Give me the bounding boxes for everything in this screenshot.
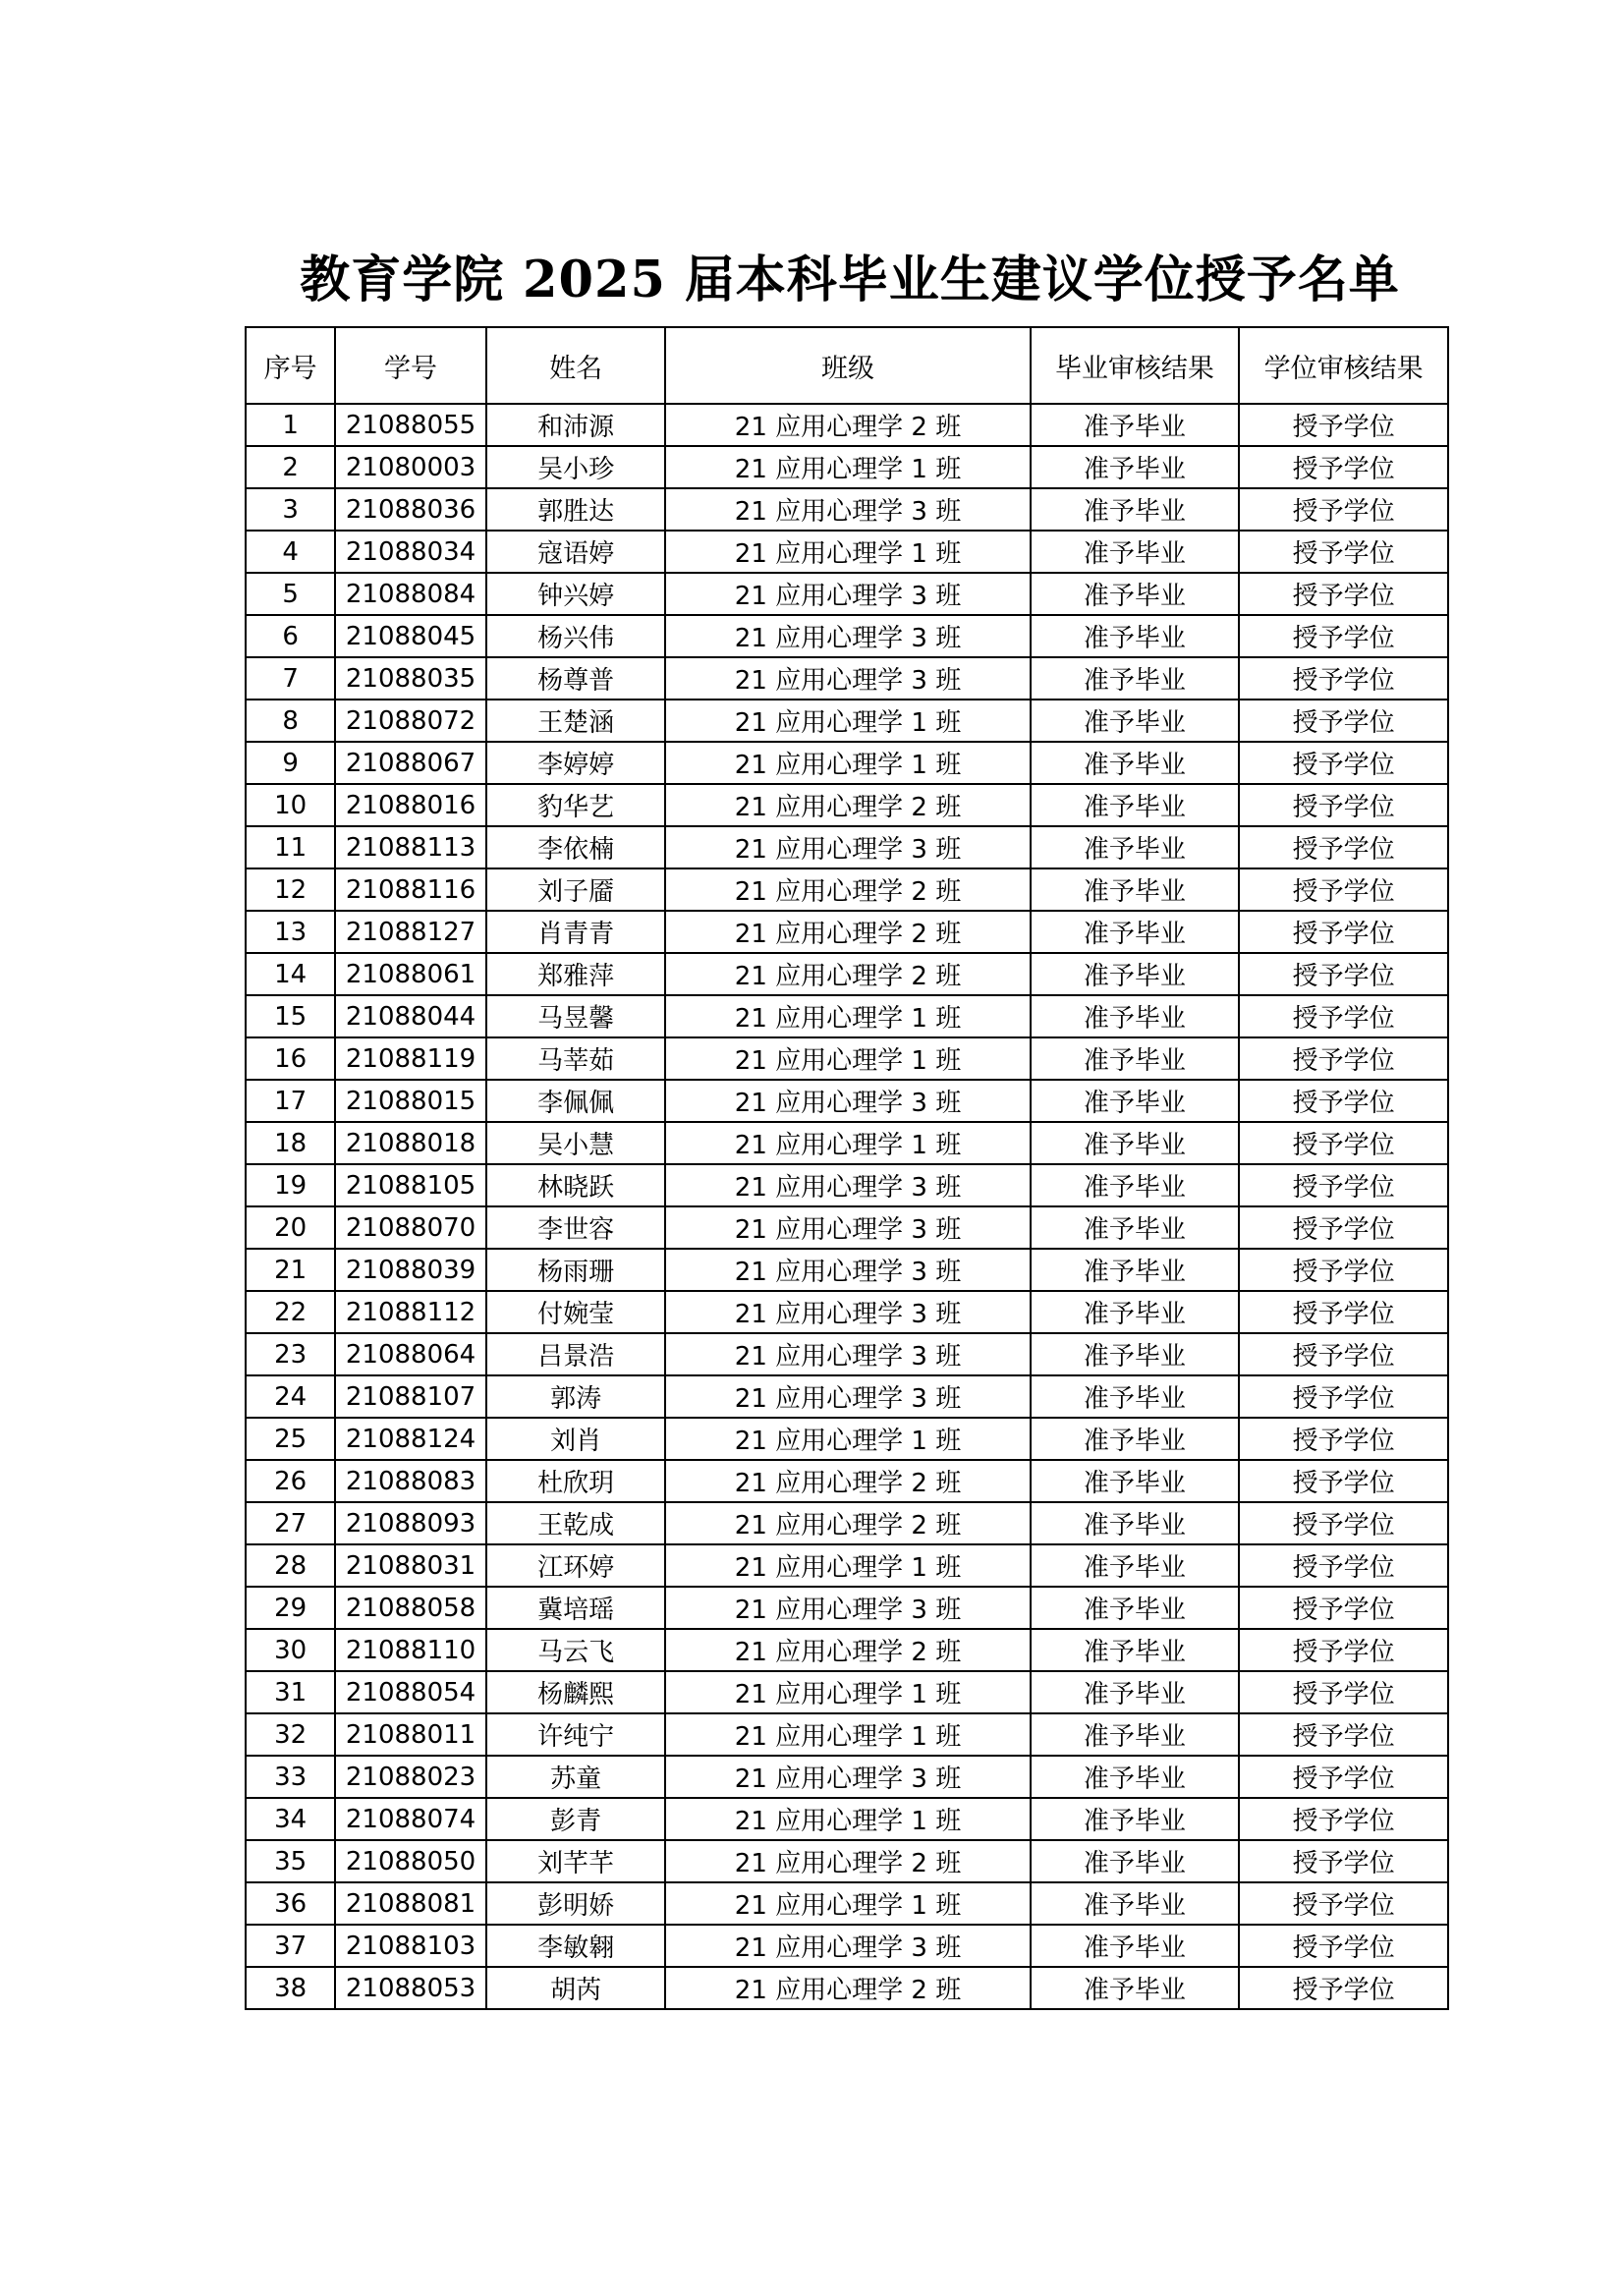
cell-seq: 19 bbox=[246, 1164, 335, 1206]
cell-graduation-result: 准予毕业 bbox=[1031, 1798, 1240, 1840]
cell-class: 21 应用心理学 1 班 bbox=[665, 1418, 1030, 1460]
cell-student-id: 21088067 bbox=[335, 742, 486, 784]
cell-name: 李敏翱 bbox=[486, 1925, 666, 1967]
table-row bbox=[246, 1756, 1448, 1798]
cell-student-id: 21088105 bbox=[335, 1164, 486, 1206]
cell-student-id: 21088084 bbox=[335, 573, 486, 615]
cell-student-id: 21088103 bbox=[335, 1925, 486, 1967]
cell-seq: 5 bbox=[246, 573, 335, 615]
cell-graduation-result: 准予毕业 bbox=[1031, 1249, 1240, 1291]
table-row bbox=[246, 1164, 1448, 1206]
table-row bbox=[246, 1925, 1448, 1967]
cell-degree-result: 授予学位 bbox=[1239, 446, 1448, 488]
cell-class: 21 应用心理学 3 班 bbox=[665, 1249, 1030, 1291]
cell-class: 21 应用心理学 3 班 bbox=[665, 488, 1030, 531]
cell-name: 杨尊普 bbox=[486, 657, 666, 700]
cell-class: 21 应用心理学 1 班 bbox=[665, 1798, 1030, 1840]
cell-name: 刘肖 bbox=[486, 1418, 666, 1460]
cell-name: 钟兴婷 bbox=[486, 573, 666, 615]
cell-student-id: 21088124 bbox=[335, 1418, 486, 1460]
cell-graduation-result: 准予毕业 bbox=[1031, 700, 1240, 742]
cell-degree-result: 授予学位 bbox=[1239, 1080, 1448, 1122]
cell-class: 21 应用心理学 3 班 bbox=[665, 1291, 1030, 1333]
table-row bbox=[246, 953, 1448, 995]
cell-seq: 2 bbox=[246, 446, 335, 488]
table-row bbox=[246, 1502, 1448, 1544]
table-row bbox=[246, 784, 1448, 826]
cell-graduation-result: 准予毕业 bbox=[1031, 1122, 1240, 1164]
cell-class: 21 应用心理学 1 班 bbox=[665, 995, 1030, 1037]
cell-degree-result: 授予学位 bbox=[1239, 1544, 1448, 1587]
cell-graduation-result: 准予毕业 bbox=[1031, 868, 1240, 911]
cell-seq: 20 bbox=[246, 1206, 335, 1249]
cell-seq: 8 bbox=[246, 700, 335, 742]
cell-degree-result: 授予学位 bbox=[1239, 953, 1448, 995]
cell-degree-result: 授予学位 bbox=[1239, 404, 1448, 446]
cell-degree-result: 授予学位 bbox=[1239, 573, 1448, 615]
cell-degree-result: 授予学位 bbox=[1239, 531, 1448, 573]
cell-student-id: 21088031 bbox=[335, 1544, 486, 1587]
cell-seq: 12 bbox=[246, 868, 335, 911]
header-graduation-result: 毕业审核结果 bbox=[1031, 327, 1240, 404]
cell-seq: 6 bbox=[246, 615, 335, 657]
cell-seq: 16 bbox=[246, 1037, 335, 1080]
cell-name: 许纯宁 bbox=[486, 1713, 666, 1756]
cell-seq: 36 bbox=[246, 1882, 335, 1925]
cell-student-id: 21088119 bbox=[335, 1037, 486, 1080]
table-header-row bbox=[246, 327, 1448, 404]
cell-student-id: 21088058 bbox=[335, 1587, 486, 1629]
cell-seq: 11 bbox=[246, 826, 335, 868]
cell-graduation-result: 准予毕业 bbox=[1031, 911, 1240, 953]
table-row bbox=[246, 1375, 1448, 1418]
cell-name: 吴小慧 bbox=[486, 1122, 666, 1164]
cell-class: 21 应用心理学 2 班 bbox=[665, 953, 1030, 995]
cell-seq: 30 bbox=[246, 1629, 335, 1671]
cell-seq: 18 bbox=[246, 1122, 335, 1164]
cell-seq: 10 bbox=[246, 784, 335, 826]
table-row bbox=[246, 573, 1448, 615]
cell-name: 江环婷 bbox=[486, 1544, 666, 1587]
table-row bbox=[246, 1967, 1448, 2009]
cell-student-id: 21088112 bbox=[335, 1291, 486, 1333]
table-row bbox=[246, 657, 1448, 700]
cell-graduation-result: 准予毕业 bbox=[1031, 1291, 1240, 1333]
cell-class: 21 应用心理学 3 班 bbox=[665, 1756, 1030, 1798]
cell-name: 李依楠 bbox=[486, 826, 666, 868]
cell-student-id: 21088015 bbox=[335, 1080, 486, 1122]
cell-class: 21 应用心理学 1 班 bbox=[665, 700, 1030, 742]
cell-name: 李婷婷 bbox=[486, 742, 666, 784]
table-row bbox=[246, 911, 1448, 953]
cell-name: 胡芮 bbox=[486, 1967, 666, 2009]
cell-degree-result: 授予学位 bbox=[1239, 700, 1448, 742]
cell-degree-result: 授予学位 bbox=[1239, 488, 1448, 531]
cell-class: 21 应用心理学 2 班 bbox=[665, 1967, 1030, 2009]
cell-name: 李世容 bbox=[486, 1206, 666, 1249]
cell-name: 寇语婷 bbox=[486, 531, 666, 573]
cell-student-id: 21088074 bbox=[335, 1798, 486, 1840]
cell-class: 21 应用心理学 3 班 bbox=[665, 1206, 1030, 1249]
cell-graduation-result: 准予毕业 bbox=[1031, 1333, 1240, 1375]
cell-student-id: 21088044 bbox=[335, 995, 486, 1037]
cell-degree-result: 授予学位 bbox=[1239, 1375, 1448, 1418]
cell-student-id: 21088053 bbox=[335, 1967, 486, 2009]
cell-degree-result: 授予学位 bbox=[1239, 1967, 1448, 2009]
cell-degree-result: 授予学位 bbox=[1239, 1713, 1448, 1756]
cell-name: 马昱馨 bbox=[486, 995, 666, 1037]
cell-class: 21 应用心理学 3 班 bbox=[665, 1333, 1030, 1375]
header-class: 班级 bbox=[665, 327, 1030, 404]
cell-class: 21 应用心理学 1 班 bbox=[665, 1544, 1030, 1587]
cell-degree-result: 授予学位 bbox=[1239, 995, 1448, 1037]
cell-class: 21 应用心理学 3 班 bbox=[665, 1587, 1030, 1629]
cell-graduation-result: 准予毕业 bbox=[1031, 1544, 1240, 1587]
table-row bbox=[246, 1291, 1448, 1333]
cell-name: 马莘茹 bbox=[486, 1037, 666, 1080]
cell-name: 林晓跃 bbox=[486, 1164, 666, 1206]
cell-name: 郑雅萍 bbox=[486, 953, 666, 995]
page-title: 教育学院 2025 届本科毕业生建议学位授予名单 bbox=[300, 251, 1400, 309]
cell-graduation-result: 准予毕业 bbox=[1031, 1756, 1240, 1798]
cell-degree-result: 授予学位 bbox=[1239, 1756, 1448, 1798]
table-row bbox=[246, 995, 1448, 1037]
cell-name: 郭胜达 bbox=[486, 488, 666, 531]
cell-seq: 1 bbox=[246, 404, 335, 446]
cell-graduation-result: 准予毕业 bbox=[1031, 826, 1240, 868]
header-student-id: 学号 bbox=[335, 327, 486, 404]
table-row bbox=[246, 446, 1448, 488]
table-row bbox=[246, 1080, 1448, 1122]
table-row bbox=[246, 615, 1448, 657]
cell-degree-result: 授予学位 bbox=[1239, 826, 1448, 868]
cell-name: 肖青青 bbox=[486, 911, 666, 953]
cell-student-id: 21088081 bbox=[335, 1882, 486, 1925]
cell-seq: 38 bbox=[246, 1967, 335, 2009]
cell-class: 21 应用心理学 3 班 bbox=[665, 1164, 1030, 1206]
table-row bbox=[246, 868, 1448, 911]
header-seq: 序号 bbox=[246, 327, 335, 404]
cell-degree-result: 授予学位 bbox=[1239, 1164, 1448, 1206]
cell-class: 21 应用心理学 2 班 bbox=[665, 784, 1030, 826]
cell-name: 杨雨珊 bbox=[486, 1249, 666, 1291]
cell-class: 21 应用心理学 2 班 bbox=[665, 868, 1030, 911]
cell-student-id: 21088034 bbox=[335, 531, 486, 573]
cell-seq: 4 bbox=[246, 531, 335, 573]
cell-degree-result: 授予学位 bbox=[1239, 1333, 1448, 1375]
cell-class: 21 应用心理学 3 班 bbox=[665, 657, 1030, 700]
cell-student-id: 21088061 bbox=[335, 953, 486, 995]
cell-name: 李佩佩 bbox=[486, 1080, 666, 1122]
degree-roster-table bbox=[245, 326, 1449, 2010]
cell-graduation-result: 准予毕业 bbox=[1031, 1460, 1240, 1502]
header-degree-result: 学位审核结果 bbox=[1239, 327, 1448, 404]
cell-student-id: 21088039 bbox=[335, 1249, 486, 1291]
cell-class: 21 应用心理学 3 班 bbox=[665, 1080, 1030, 1122]
cell-name: 杜欣玥 bbox=[486, 1460, 666, 1502]
cell-name: 杨兴伟 bbox=[486, 615, 666, 657]
cell-degree-result: 授予学位 bbox=[1239, 784, 1448, 826]
cell-class: 21 应用心理学 3 班 bbox=[665, 573, 1030, 615]
cell-name: 冀培瑶 bbox=[486, 1587, 666, 1629]
cell-graduation-result: 准予毕业 bbox=[1031, 1080, 1240, 1122]
cell-class: 21 应用心理学 1 班 bbox=[665, 1713, 1030, 1756]
cell-student-id: 21088054 bbox=[335, 1671, 486, 1713]
cell-student-id: 21088072 bbox=[335, 700, 486, 742]
cell-degree-result: 授予学位 bbox=[1239, 657, 1448, 700]
cell-degree-result: 授予学位 bbox=[1239, 1671, 1448, 1713]
cell-seq: 13 bbox=[246, 911, 335, 953]
cell-degree-result: 授予学位 bbox=[1239, 615, 1448, 657]
cell-name: 付婉莹 bbox=[486, 1291, 666, 1333]
cell-seq: 26 bbox=[246, 1460, 335, 1502]
cell-seq: 15 bbox=[246, 995, 335, 1037]
cell-student-id: 21088070 bbox=[335, 1206, 486, 1249]
cell-class: 21 应用心理学 2 班 bbox=[665, 1502, 1030, 1544]
cell-class: 21 应用心理学 2 班 bbox=[665, 1629, 1030, 1671]
cell-seq: 23 bbox=[246, 1333, 335, 1375]
cell-student-id: 21088127 bbox=[335, 911, 486, 953]
cell-graduation-result: 准予毕业 bbox=[1031, 404, 1240, 446]
cell-student-id: 21088116 bbox=[335, 868, 486, 911]
cell-class: 21 应用心理学 1 班 bbox=[665, 1037, 1030, 1080]
table-row bbox=[246, 1882, 1448, 1925]
cell-name: 王乾成 bbox=[486, 1502, 666, 1544]
table-row bbox=[246, 404, 1448, 446]
cell-graduation-result: 准予毕业 bbox=[1031, 1206, 1240, 1249]
table-row bbox=[246, 1544, 1448, 1587]
cell-class: 21 应用心理学 2 班 bbox=[665, 1460, 1030, 1502]
cell-degree-result: 授予学位 bbox=[1239, 868, 1448, 911]
cell-seq: 28 bbox=[246, 1544, 335, 1587]
cell-name: 王楚涵 bbox=[486, 700, 666, 742]
cell-name: 吕景浩 bbox=[486, 1333, 666, 1375]
cell-degree-result: 授予学位 bbox=[1239, 1798, 1448, 1840]
cell-student-id: 21088018 bbox=[335, 1122, 486, 1164]
cell-seq: 17 bbox=[246, 1080, 335, 1122]
cell-degree-result: 授予学位 bbox=[1239, 911, 1448, 953]
cell-class: 21 应用心理学 3 班 bbox=[665, 615, 1030, 657]
cell-seq: 35 bbox=[246, 1840, 335, 1882]
cell-degree-result: 授予学位 bbox=[1239, 1502, 1448, 1544]
cell-class: 21 应用心理学 1 班 bbox=[665, 531, 1030, 573]
cell-student-id: 21088045 bbox=[335, 615, 486, 657]
cell-degree-result: 授予学位 bbox=[1239, 1840, 1448, 1882]
cell-class: 21 应用心理学 2 班 bbox=[665, 911, 1030, 953]
cell-class: 21 应用心理学 1 班 bbox=[665, 1671, 1030, 1713]
table-body bbox=[246, 404, 1448, 2009]
cell-class: 21 应用心理学 3 班 bbox=[665, 1925, 1030, 1967]
table-row bbox=[246, 1037, 1448, 1080]
cell-class: 21 应用心理学 2 班 bbox=[665, 1840, 1030, 1882]
cell-graduation-result: 准予毕业 bbox=[1031, 1713, 1240, 1756]
cell-degree-result: 授予学位 bbox=[1239, 1418, 1448, 1460]
cell-student-id: 21080003 bbox=[335, 446, 486, 488]
table-row bbox=[246, 1418, 1448, 1460]
cell-class: 21 应用心理学 1 班 bbox=[665, 742, 1030, 784]
table-row bbox=[246, 826, 1448, 868]
cell-degree-result: 授予学位 bbox=[1239, 1291, 1448, 1333]
cell-degree-result: 授予学位 bbox=[1239, 1629, 1448, 1671]
cell-student-id: 21088055 bbox=[335, 404, 486, 446]
cell-name: 彭明娇 bbox=[486, 1882, 666, 1925]
cell-graduation-result: 准予毕业 bbox=[1031, 953, 1240, 995]
cell-seq: 7 bbox=[246, 657, 335, 700]
cell-graduation-result: 准予毕业 bbox=[1031, 1671, 1240, 1713]
cell-graduation-result: 准予毕业 bbox=[1031, 1375, 1240, 1418]
cell-student-id: 21088050 bbox=[335, 1840, 486, 1882]
cell-seq: 9 bbox=[246, 742, 335, 784]
table-row bbox=[246, 1206, 1448, 1249]
cell-seq: 22 bbox=[246, 1291, 335, 1333]
cell-degree-result: 授予学位 bbox=[1239, 1460, 1448, 1502]
cell-student-id: 21088083 bbox=[335, 1460, 486, 1502]
cell-student-id: 21088110 bbox=[335, 1629, 486, 1671]
cell-degree-result: 授予学位 bbox=[1239, 1587, 1448, 1629]
cell-class: 21 应用心理学 1 班 bbox=[665, 446, 1030, 488]
table-row bbox=[246, 700, 1448, 742]
cell-graduation-result: 准予毕业 bbox=[1031, 488, 1240, 531]
cell-class: 21 应用心理学 1 班 bbox=[665, 1122, 1030, 1164]
cell-seq: 32 bbox=[246, 1713, 335, 1756]
cell-graduation-result: 准予毕业 bbox=[1031, 446, 1240, 488]
cell-seq: 25 bbox=[246, 1418, 335, 1460]
cell-degree-result: 授予学位 bbox=[1239, 1206, 1448, 1249]
cell-graduation-result: 准予毕业 bbox=[1031, 1587, 1240, 1629]
table-row bbox=[246, 1333, 1448, 1375]
cell-seq: 3 bbox=[246, 488, 335, 531]
cell-seq: 14 bbox=[246, 953, 335, 995]
cell-seq: 37 bbox=[246, 1925, 335, 1967]
cell-seq: 34 bbox=[246, 1798, 335, 1840]
table-row bbox=[246, 488, 1448, 531]
cell-student-id: 21088016 bbox=[335, 784, 486, 826]
cell-graduation-result: 准予毕业 bbox=[1031, 531, 1240, 573]
cell-graduation-result: 准予毕业 bbox=[1031, 1164, 1240, 1206]
cell-graduation-result: 准予毕业 bbox=[1031, 1629, 1240, 1671]
cell-graduation-result: 准予毕业 bbox=[1031, 1967, 1240, 2009]
cell-name: 和沛源 bbox=[486, 404, 666, 446]
cell-degree-result: 授予学位 bbox=[1239, 1037, 1448, 1080]
table-row bbox=[246, 1840, 1448, 1882]
cell-graduation-result: 准予毕业 bbox=[1031, 1925, 1240, 1967]
cell-class: 21 应用心理学 1 班 bbox=[665, 1882, 1030, 1925]
cell-student-id: 21088011 bbox=[335, 1713, 486, 1756]
cell-student-id: 21088035 bbox=[335, 657, 486, 700]
cell-graduation-result: 准予毕业 bbox=[1031, 1418, 1240, 1460]
cell-graduation-result: 准予毕业 bbox=[1031, 1840, 1240, 1882]
cell-name: 马云飞 bbox=[486, 1629, 666, 1671]
cell-graduation-result: 准予毕业 bbox=[1031, 784, 1240, 826]
table-row bbox=[246, 1671, 1448, 1713]
cell-seq: 33 bbox=[246, 1756, 335, 1798]
cell-graduation-result: 准予毕业 bbox=[1031, 1882, 1240, 1925]
cell-name: 彭青 bbox=[486, 1798, 666, 1840]
cell-class: 21 应用心理学 3 班 bbox=[665, 1375, 1030, 1418]
cell-degree-result: 授予学位 bbox=[1239, 742, 1448, 784]
cell-seq: 27 bbox=[246, 1502, 335, 1544]
header-name: 姓名 bbox=[486, 327, 666, 404]
table-row bbox=[246, 531, 1448, 573]
cell-student-id: 21088113 bbox=[335, 826, 486, 868]
cell-seq: 24 bbox=[246, 1375, 335, 1418]
table-row bbox=[246, 742, 1448, 784]
cell-degree-result: 授予学位 bbox=[1239, 1249, 1448, 1291]
table-row bbox=[246, 1460, 1448, 1502]
cell-name: 刘芊芊 bbox=[486, 1840, 666, 1882]
cell-graduation-result: 准予毕业 bbox=[1031, 657, 1240, 700]
cell-student-id: 21088023 bbox=[335, 1756, 486, 1798]
cell-student-id: 21088107 bbox=[335, 1375, 486, 1418]
cell-graduation-result: 准予毕业 bbox=[1031, 1502, 1240, 1544]
cell-class: 21 应用心理学 3 班 bbox=[665, 826, 1030, 868]
cell-degree-result: 授予学位 bbox=[1239, 1122, 1448, 1164]
cell-graduation-result: 准予毕业 bbox=[1031, 995, 1240, 1037]
cell-graduation-result: 准予毕业 bbox=[1031, 742, 1240, 784]
table-row bbox=[246, 1122, 1448, 1164]
table-row bbox=[246, 1249, 1448, 1291]
cell-seq: 21 bbox=[246, 1249, 335, 1291]
table-row bbox=[246, 1629, 1448, 1671]
cell-degree-result: 授予学位 bbox=[1239, 1925, 1448, 1967]
cell-student-id: 21088064 bbox=[335, 1333, 486, 1375]
table-row bbox=[246, 1587, 1448, 1629]
cell-student-id: 21088036 bbox=[335, 488, 486, 531]
table-row bbox=[246, 1713, 1448, 1756]
cell-graduation-result: 准予毕业 bbox=[1031, 615, 1240, 657]
cell-class: 21 应用心理学 2 班 bbox=[665, 404, 1030, 446]
cell-name: 杨麟熙 bbox=[486, 1671, 666, 1713]
cell-graduation-result: 准予毕业 bbox=[1031, 1037, 1240, 1080]
cell-graduation-result: 准予毕业 bbox=[1031, 573, 1240, 615]
cell-name: 刘子靥 bbox=[486, 868, 666, 911]
cell-degree-result: 授予学位 bbox=[1239, 1882, 1448, 1925]
cell-name: 郭涛 bbox=[486, 1375, 666, 1418]
cell-seq: 29 bbox=[246, 1587, 335, 1629]
cell-name: 吴小珍 bbox=[486, 446, 666, 488]
cell-name: 苏童 bbox=[486, 1756, 666, 1798]
cell-seq: 31 bbox=[246, 1671, 335, 1713]
cell-name: 豹华艺 bbox=[486, 784, 666, 826]
table-row bbox=[246, 1798, 1448, 1840]
cell-student-id: 21088093 bbox=[335, 1502, 486, 1544]
